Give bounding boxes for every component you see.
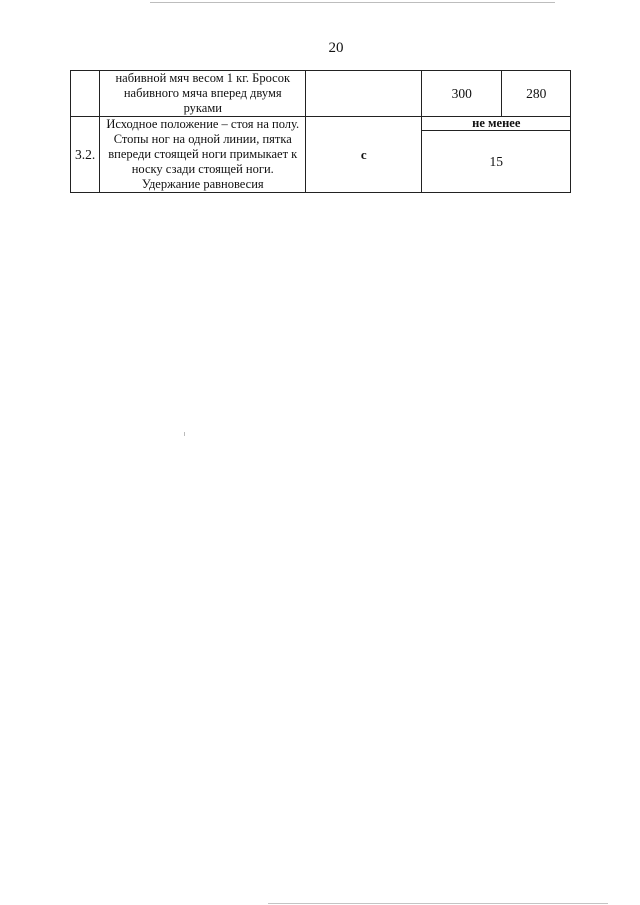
description-line: носку сзади стоящей ноги. [131, 162, 274, 176]
value-cell-2: 280 [502, 71, 571, 117]
scan-bottom-edge [268, 903, 608, 904]
standards-table [70, 70, 571, 193]
page-number: 20 [328, 40, 344, 56]
table-row [71, 71, 571, 117]
row-number-cell: 3.2. [71, 117, 100, 193]
value-cell: 15 [422, 130, 571, 192]
norm-label-cell: не менее [422, 117, 571, 131]
value-cell-1: 300 [422, 71, 502, 117]
description-line: Удержание равновесия [141, 177, 264, 191]
row-number-cell [71, 71, 100, 117]
description-line: набивного мяча вперед двумя [123, 86, 282, 100]
description-line: руками [183, 101, 222, 115]
unit-cell [306, 71, 422, 117]
exercise-description-cell [100, 117, 306, 193]
description-line: Стопы ног на одной линии, пятка [113, 132, 292, 146]
table-row [71, 117, 571, 131]
unit-cell: с [306, 117, 422, 193]
description-line: набивной мяч весом 1 кг. Бросок [115, 71, 291, 85]
exercise-description-cell [100, 71, 306, 117]
scan-speck [184, 432, 185, 436]
scan-top-edge [150, 2, 555, 3]
description-line: впереди стоящей ноги примыкает к [108, 147, 298, 161]
description-line: Исходное положение – стоя на полу. [106, 117, 300, 131]
